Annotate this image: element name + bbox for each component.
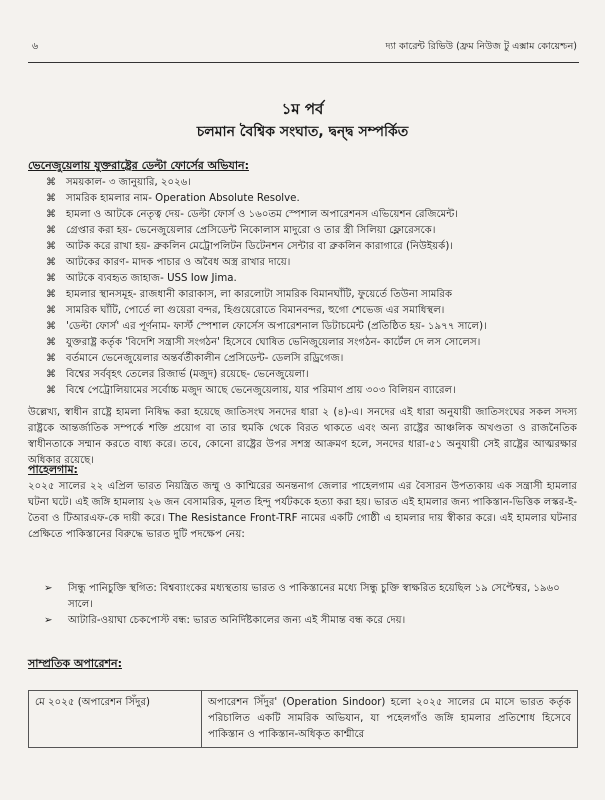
list-item xyxy=(44,613,577,629)
bullet-icon: ⌘ xyxy=(46,289,56,300)
table-row xyxy=(29,691,578,748)
list-item-text: বিশ্বের সর্ববৃহৎ তেলের রিজার্ভ (মজুদ) রয়েছে- ভেনেজুয়েলা। xyxy=(66,369,309,380)
bullet-icon: ⌘ xyxy=(46,353,56,364)
pahalgam-paragraph: ২০২৫ সালের ২২ এপ্রিল ভারত নিয়ন্ত্রিত জম্মু ও কাশ্মিরের অনন্তনাগ জেলার পাহেলগাম এর বৈসারন উপত্যকায় এক সন্ত্রাসী হামলার ঘটনা ঘটে। এই জঙ্গি হামলায় ২৬ জন বেসামরিক, মূলত হিন্দু পর্যটককে হত্যা করা হয়। ভারত এই হামলার জন্য পাকিস্তান-ভিত্তিক লস্কর-ই-তৈবা ও টিআরএফ-কে দায়ী করে। The Resistance Front-TRF নামের একটি গোষ্ঠী এ হামলার দায় স্বীকার করে। এই হামলার ঘটনার প্রেক্ষিতে পাকিস্তানের বিরুদ্ধে ভারত দুটি পদক্ষেপ নেয়: xyxy=(28,481,577,540)
list-item xyxy=(44,383,577,399)
bullet-icon: ⌘ xyxy=(46,305,56,316)
bullet-icon: ⌘ xyxy=(46,241,56,252)
operations-section-title: সাম্প্রতিক অপারেশন: xyxy=(28,657,122,670)
list-item-text: বর্তমানে ভেনেজুয়েলার অন্তর্বর্তীকালীন প্রেসিডেন্ট- ডেলসি রড্রিগেজ। xyxy=(66,353,344,364)
bullet-icon: ⌘ xyxy=(46,337,56,348)
bullet-icon: ⌘ xyxy=(46,177,56,188)
list-item xyxy=(44,239,577,255)
arrow-bullet-icon: ➢ xyxy=(44,583,53,594)
list-item xyxy=(44,223,577,239)
list-item xyxy=(44,287,577,303)
list-item xyxy=(44,319,577,335)
part-title: ১ম পর্ব xyxy=(281,100,324,118)
bullet-icon: ⌘ xyxy=(46,193,56,204)
list-item-text: সিন্ধু পানিচুক্তি স্থগিত: বিশ্বব্যাংকের মধ্যস্থতায় ভারত ও পাকিস্তানের মধ্যে সিন্ধু চুক্তি স্বাক্ষরিত হয়েছিল ১৯ সেপ্টেম্বর, ১৯৬০ সালে। xyxy=(68,583,560,610)
venezuela-section-title: ভেনেজুয়েলায় যুক্তরাষ্ট্রের ডেল্টা ফোর্সের অভিযান: xyxy=(28,159,249,172)
list-item-text: সামরিক হামলার নাম- Operation Absolute Resolve. xyxy=(66,193,300,204)
list-item-text: আটক করে রাখা হয়- ব্রুকলিন মেট্রোপলিটন ডিটেনশন সেন্টার বা ব্রুকলিন কারাগারে (নিউইয়র্ক)। xyxy=(66,241,453,252)
list-item-text: সামরিক ঘাঁটি, পোর্তে লা গুয়েরা বন্দর, হিগুয়েরোতে বিমানবন্দর, হুগো শেভেজ এর সমাধিস্থল। xyxy=(66,305,445,316)
pahalgam-section-title: পাহেলগাম: xyxy=(28,463,78,476)
bullet-icon: ⌘ xyxy=(46,321,56,332)
arrow-bullet-icon: ➢ xyxy=(44,615,53,626)
list-item-text: যুক্তরাষ্ট্র কর্তৃক 'বিদেশি সন্ত্রাসী সংগঠন' হিসেবে ঘোষিত ভেনিজুয়েলার সংগঠন- কার্টেল দে লস সোলেস। xyxy=(66,337,481,348)
list-item-text: হামলার স্থানসমূহ- রাজধানী কারাকাস, লা কারলোটা সামরিক বিমানঘাঁটি, ফুয়ের্তে তিউনা সামরিক xyxy=(66,289,453,300)
bullet-icon: ⌘ xyxy=(46,385,56,396)
list-item-text: বিশ্বে পেট্রোলিয়ামের সর্বোচ্চ মজুদ আছে ভেনেজুয়েলায়, যার পরিমাণ প্রায় ৩০৩ বিলিয়ন ব্যারেল। xyxy=(66,385,456,396)
list-item-text: গ্রেপ্তার করা হয়- ভেনেজুয়েলার প্রেসিডেন্ট নিকোলাস মাদুরো ও তার স্ত্রী সিলিয়া ফ্লোরেসকে। xyxy=(66,225,436,236)
un-charter-note: উল্লেখ্য, স্বাধীন রাষ্ট্রে হামলা নিষিদ্ধ করা হয়েছে জাতিসংঘ সনদের ধারা ২ (৪)-এ। সনদের এই ধারা অনুযায়ী জাতিসংঘের সকল সদস্য রাষ্ট্রকে আন্তর্জাতিক সম্পর্কে শক্তি প্রয়োগ বা তার হুমকি থেকে বিরত থাকতে এবং অন্য রাষ্ট্রের আঞ্চলিক অখণ্ডতা ও রাজনৈতিক স্বাধীনতাকে সম্মান করতে বাধ্য করে। তবে, কোনো রাষ্ট্রের উপর সশস্ত্র আক্রমণ হলে, সনদের ধারা-৫১ অনুযায়ী সেই রাষ্ট্রের আত্মরক্ষার অধিকার রয়েছে। xyxy=(28,407,577,466)
chapter-title: চলমান বৈশ্বিক সংঘাত, দ্বন্দ্ব সম্পর্কিত xyxy=(196,124,409,140)
bullet-icon: ⌘ xyxy=(46,225,56,236)
list-item xyxy=(44,303,577,319)
pahalgam-measures-list xyxy=(44,581,577,629)
operation-date-cell: মে ২০২৫ (অপারেশন সিঁদুর) xyxy=(29,691,202,748)
list-item-text: আটারি-ওয়াঘা চেকপোস্ট বন্ধ: ভারত অনির্দিষ্টকালের জন্য এই সীমান্ত বন্ধ করে দেয়। xyxy=(68,615,406,626)
list-item xyxy=(44,271,577,287)
header-rule xyxy=(28,62,579,63)
list-item xyxy=(44,191,577,207)
list-item-text: সময়কাল- ৩ জানুয়ারি, ২০২৬। xyxy=(66,177,192,188)
list-item-text: আটকের কারণ- মাদক পাচার ও অবৈধ অস্ত্র রাখার দায়ে। xyxy=(66,257,291,268)
list-item xyxy=(44,175,577,191)
list-item-text: হামলা ও আটকে নেতৃত্ব দেয়- ডেল্টা ফোর্স ও ১৬০তম স্পেশাল অপারেশনস এভিয়েশন রেজিমেন্ট। xyxy=(66,209,458,220)
bullet-icon: ⌘ xyxy=(46,257,56,268)
bullet-icon: ⌘ xyxy=(46,209,56,220)
bullet-icon: ⌘ xyxy=(46,369,56,380)
list-item xyxy=(44,367,577,383)
page-header xyxy=(28,40,577,58)
list-item xyxy=(44,351,577,367)
list-item xyxy=(44,255,577,271)
list-item-text: 'ডেল্টা ফোর্স' এর পূর্ণনাম- ফার্স্ট স্পেশাল ফোর্সেস অপারেশনাল ডিটাচমেন্ট (প্রতিষ্ঠিত হয়- ১৯৭৭ সালে)। xyxy=(66,321,487,332)
list-item-text: আটকে ব্যবহৃত জাহাজ- USS Iow Jima. xyxy=(66,273,237,284)
list-item xyxy=(44,335,577,351)
list-item xyxy=(44,207,577,223)
list-item xyxy=(44,581,577,613)
running-title: দ্যা কারেন্ট রিভিউ (ফ্রম নিউজ টু এক্সাম কোয়েশ্চন) xyxy=(385,41,577,52)
page-number: ৬ xyxy=(32,41,39,52)
operations-table xyxy=(28,690,578,748)
operation-description-cell: অপারেশন সিঁদুর' (Operation Sindoor) হলো ২০২৫ সালের মে মাসে ভারত কর্তৃক পরিচালিত একটি সামরিক অভিযান, যা পহেলগাঁও জঙ্গি হামলার প্রতিশোধ হিসেবে পাকিস্তান ও পাকিস্তান-অধিকৃত কাশ্মীরে xyxy=(202,691,578,748)
venezuela-list xyxy=(44,175,577,399)
bullet-icon: ⌘ xyxy=(46,273,56,284)
